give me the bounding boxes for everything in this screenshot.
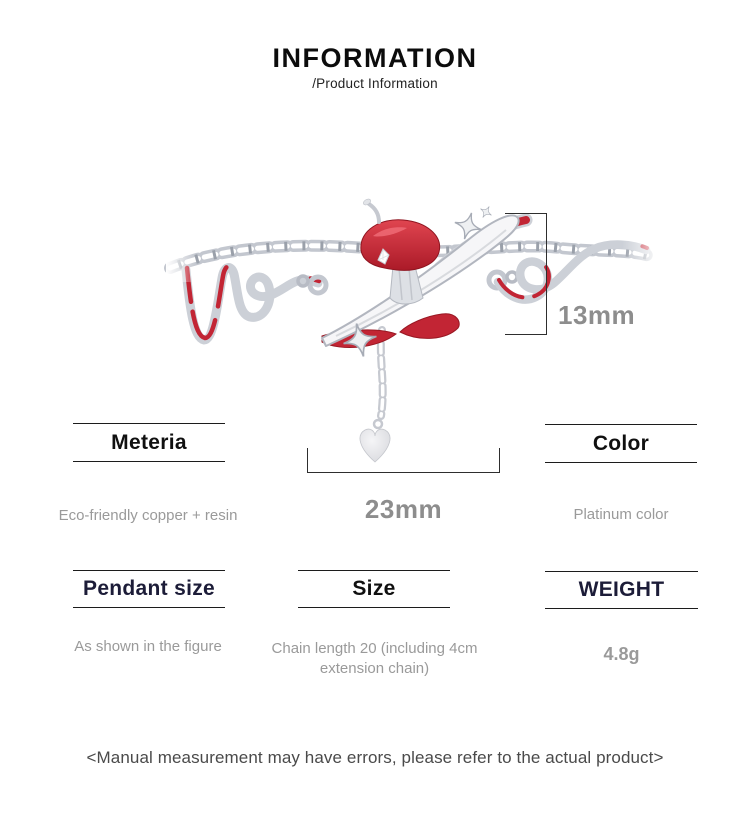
spec-pendant-size-value: As shown in the figure <box>74 638 222 655</box>
spec-size-value: Chain length 20 (including 4cm extension chain) <box>271 640 478 677</box>
height-measure-bracket <box>505 213 547 335</box>
height-measure-label: 13mm <box>558 300 636 330</box>
star-icon <box>477 203 494 220</box>
disclaimer-note: <Manual measurement may have errors, please refer to the actual product> <box>86 748 664 767</box>
spec-material-value: Eco-friendly copper + resin <box>58 507 238 524</box>
spec-weight-label: WEIGHT <box>545 571 698 609</box>
spec-weight-value: 4.8g <box>603 644 640 664</box>
page-subtitle: /Product Information <box>312 76 438 91</box>
length-measure-label: 23mm <box>364 494 443 524</box>
chain-fade-left <box>166 238 196 282</box>
chain-fade-right <box>622 228 660 288</box>
spec-material-label: Meteria <box>73 423 225 462</box>
spec-pendant-size-label: Pendant size <box>73 570 225 608</box>
page-title: INFORMATION <box>272 43 478 73</box>
extension-chain <box>374 330 383 428</box>
spec-color-value: Platinum color <box>573 506 669 523</box>
spec-color-label: Color <box>545 424 697 463</box>
spec-size-label: Size <box>298 570 450 608</box>
length-measure-bracket <box>307 448 500 473</box>
